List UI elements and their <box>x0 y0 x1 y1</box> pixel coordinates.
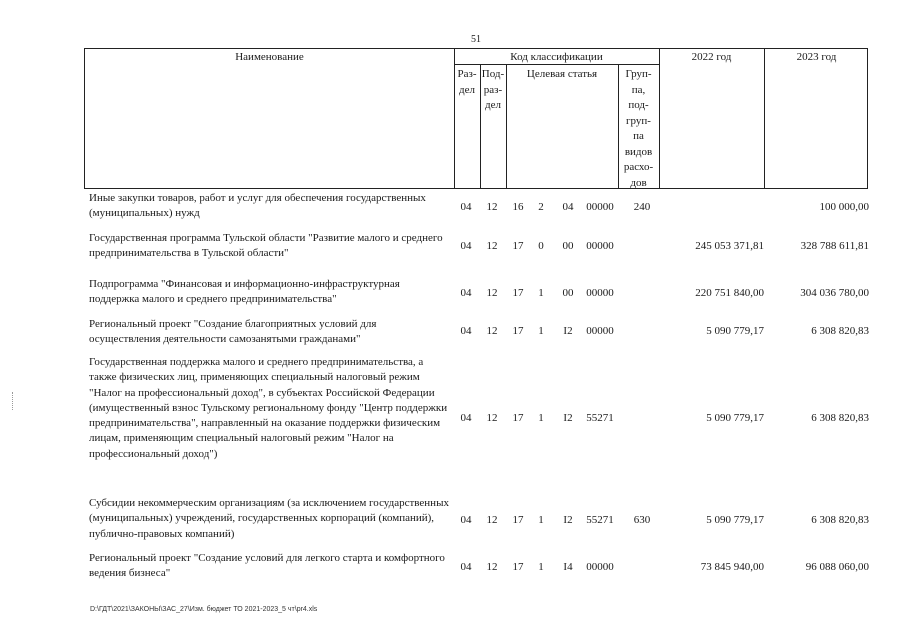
row-t3: I2 <box>563 514 573 526</box>
row-t2: 1 <box>538 325 544 337</box>
row-vr: 630 <box>633 514 651 526</box>
row-podr: 12 <box>486 514 498 526</box>
row-name: Иные закупки товаров, работ и услуг для обеспечения государственных (муниципальных) нужд <box>89 192 426 220</box>
row-t3: I2 <box>563 412 573 424</box>
row-podr: 12 <box>486 561 498 573</box>
col-2022-header: 2022 год <box>691 51 732 63</box>
row-name: Региональный проект "Создание условий для легкого старта и комфортного ведения бизнеса" <box>89 552 445 580</box>
row-podr: 12 <box>486 240 498 252</box>
row-t4: 00000 <box>586 561 614 573</box>
row-razd: 04 <box>460 412 472 424</box>
row-amount-2023: 6 308 820,83 <box>811 412 869 424</box>
row-name: Региональный проект "Создание благоприятных условий для осуществления деятельности самозанятыми гражданами" <box>89 318 377 346</box>
divider <box>659 49 660 189</box>
col-group-header: Груп- па, под- груп- па видов расхо- дов <box>623 68 654 189</box>
row-t3: 00 <box>562 287 574 299</box>
row-podr: 12 <box>486 287 498 299</box>
col-name-header: Наименование <box>235 51 304 63</box>
divider <box>454 64 659 65</box>
row-t4: 00000 <box>586 325 614 337</box>
row-razd: 04 <box>460 240 472 252</box>
row-t2: 0 <box>538 240 544 252</box>
row-razd: 04 <box>460 325 472 337</box>
divider <box>764 49 765 189</box>
row-t2: 2 <box>538 201 544 213</box>
row-amount-2022: 73 845 940,00 <box>700 561 764 573</box>
row-name: Государственная программа Тульской области "Развитие малого и среднего предпринимательства в Тульской области" <box>89 232 443 260</box>
row-amount-2023: 304 036 780,00 <box>800 287 869 299</box>
col-2023-header: 2023 год <box>796 51 837 63</box>
row-amount-2022: 5 090 779,17 <box>706 412 764 424</box>
row-amount-2022: 220 751 840,00 <box>695 287 764 299</box>
margin-dots <box>12 392 15 410</box>
row-t3: 04 <box>562 201 574 213</box>
col-subsection-header: Под- раз- дел <box>481 68 505 111</box>
row-amount-2023: 6 308 820,83 <box>811 325 869 337</box>
row-razd: 04 <box>460 287 472 299</box>
row-t4: 00000 <box>586 201 614 213</box>
row-t1: 17 <box>512 514 524 526</box>
row-amount-2022: 245 053 371,81 <box>695 240 764 252</box>
row-razd: 04 <box>460 201 472 213</box>
row-t4: 55271 <box>586 514 614 526</box>
row-t1: 17 <box>512 412 524 424</box>
row-vr: 240 <box>633 201 651 213</box>
row-razd: 04 <box>460 514 472 526</box>
row-t4: 00000 <box>586 287 614 299</box>
row-name: Государственная поддержка малого и среднего предпринимательства, а также физических лиц, применяющих специальный налоговый режим "Налог на профессиональный доход", в субъектах Российской Федерации (имущественный взнос Тульскому региональному фонду "Центр поддержки предпринимательства", направленный на оказание поддержки физическим лицам, применяющим специальный налоговый режим "Налог на профессиональный доход") <box>89 356 448 460</box>
row-t3: 00 <box>562 240 574 252</box>
footer-file-path: D:\ГДТ\2021\ЗАКОНЫ\ЗАС_27\Изм. бюджет ТО 2021-2023_5 чт\pr4.xls <box>90 606 318 613</box>
row-amount-2022: 5 090 779,17 <box>706 514 764 526</box>
table-header <box>84 48 868 189</box>
col-section-header: Раз- дел <box>457 68 477 96</box>
row-t4: 00000 <box>586 240 614 252</box>
row-t1: 17 <box>512 287 524 299</box>
row-amount-2023: 328 788 611,81 <box>800 240 869 252</box>
row-t1: 17 <box>512 240 524 252</box>
col-target-header: Целевая статья <box>526 68 598 80</box>
row-amount-2023: 96 088 060,00 <box>805 561 869 573</box>
row-t2: 1 <box>538 514 544 526</box>
row-name: Подпрограмма "Финансовая и информационно-инфраструктурная поддержка малого и среднего предпринимательства" <box>89 278 400 306</box>
row-amount-2022: 5 090 779,17 <box>706 325 764 337</box>
row-razd: 04 <box>460 561 472 573</box>
row-t2: 1 <box>538 412 544 424</box>
row-amount-2023: 100 000,00 <box>819 201 869 213</box>
divider <box>506 64 507 189</box>
row-t4: 55271 <box>586 412 614 424</box>
row-name: Субсидии некоммерческим организациям (за исключением государственных (муниципальных) учреждений, государственных корпораций (компаний), публично-правовых компаний) <box>89 497 449 540</box>
row-amount-2023: 6 308 820,83 <box>811 514 869 526</box>
row-t3: I2 <box>563 325 573 337</box>
page-number: 51 <box>471 34 481 45</box>
col-classification-header: Код классификации <box>510 51 603 63</box>
row-t2: 1 <box>538 287 544 299</box>
row-podr: 12 <box>486 325 498 337</box>
row-t1: 17 <box>512 325 524 337</box>
row-podr: 12 <box>486 201 498 213</box>
row-t1: 17 <box>512 561 524 573</box>
row-t3: I4 <box>563 561 573 573</box>
row-t1: 16 <box>512 201 524 213</box>
row-t2: 1 <box>538 561 544 573</box>
row-podr: 12 <box>486 412 498 424</box>
